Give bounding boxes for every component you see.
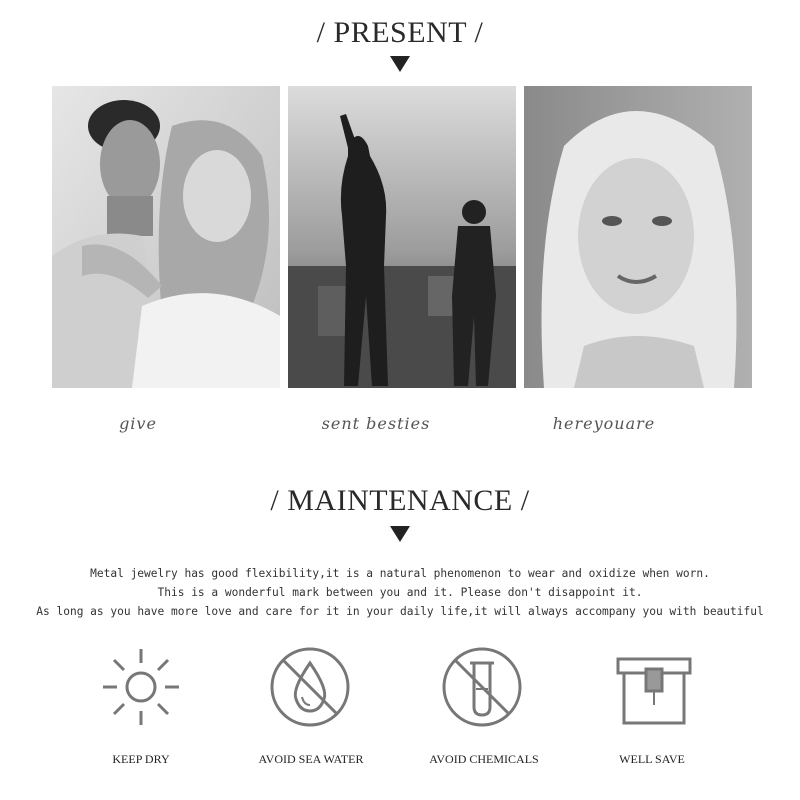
avoid-sea-water-label: AVOID SEA WATER [258,752,364,766]
caption-sent-besties: sent besties [321,414,431,433]
maintenance-arrow-icon [390,526,410,542]
keep-dry-label: KEEP DRY [112,752,170,766]
photo-couple [52,86,280,388]
jewelry-box-icon [612,645,696,729]
caption-hereyouare: hereyouare [552,414,656,433]
no-test-tube-icon [440,645,524,729]
sun-icon [99,645,183,729]
maintenance-line-1: Metal jewelry has good flexibility,it is a natural phenomenon to wear and oxidize when worn. [90,567,710,580]
maintenance-title: / MAINTENANCE / [270,484,530,517]
maintenance-line-2: This is a wonderful mark between you and it. Please don't disappoint it. [157,586,643,599]
avoid-chemicals-label: AVOID CHEMICALS [429,752,539,766]
photo-besties [288,86,516,388]
present-title: / PRESENT / [316,16,484,49]
well-save-label: WELL SAVE [619,752,685,766]
no-water-drop-icon [268,645,352,729]
photo-portrait [524,86,752,388]
caption-give: give [119,414,157,433]
present-arrow-icon [390,56,410,72]
maintenance-line-3: As long as you have more love and care for it in your daily life,it will always accompany you with beautiful [36,605,764,618]
